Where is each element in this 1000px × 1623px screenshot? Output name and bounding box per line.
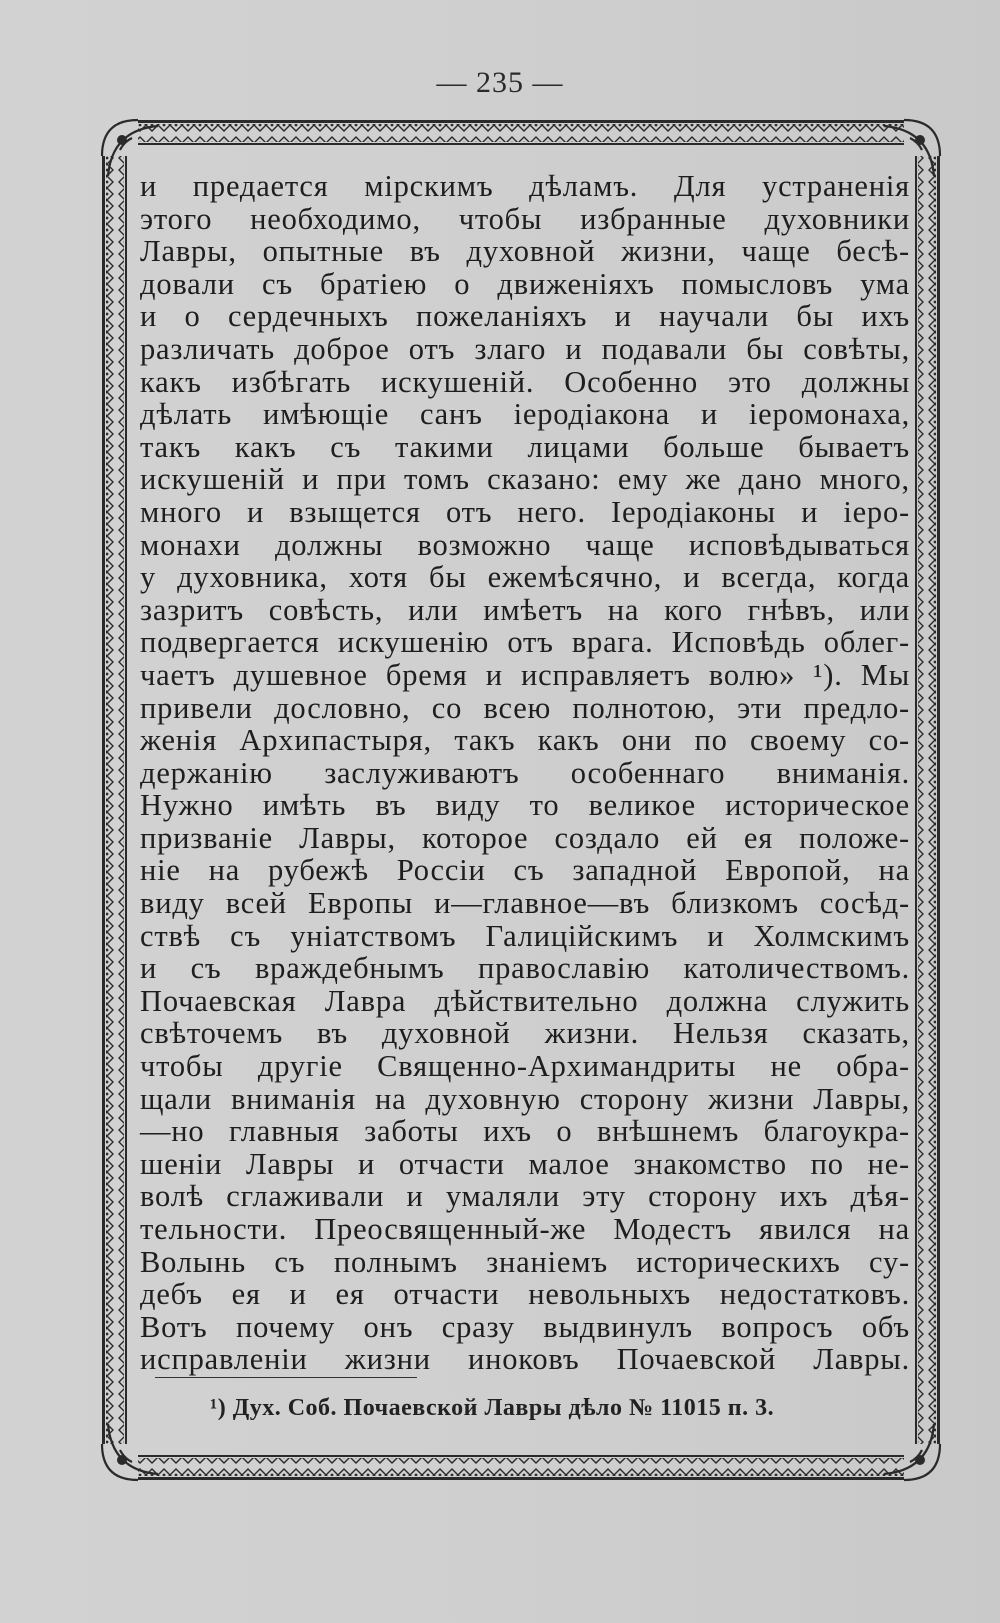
text-line: Почаевская Лавра дѣйствительно должна служить bbox=[140, 983, 910, 1018]
text-line: тельности. Преосвященный-же Модестъ явился на bbox=[140, 1212, 910, 1246]
footnote-text: Дух. Соб. Почаевской Лавры дѣло № 11015 п. 3. bbox=[232, 1395, 775, 1421]
page-number: — 235 — bbox=[436, 66, 564, 99]
text-line: и съ враждебнымъ православію католичествомъ. bbox=[140, 951, 910, 986]
text-line: держанію заслуживаютъ особеннаго вниманія. bbox=[140, 755, 910, 790]
main-text-block bbox=[140, 170, 910, 1376]
text-line: различать доброе отъ злаго и подавали бы совѣты, bbox=[140, 331, 910, 366]
text-line: довали съ братіею о движеніяхъ помысловъ ума bbox=[140, 266, 910, 301]
text-line: подвергается искушенію отъ врага. Исповѣдь облег- bbox=[140, 625, 910, 660]
text-line: и о сердечныхъ пожеланіяхъ и научали бы ихъ bbox=[140, 299, 910, 334]
text-line: волѣ сглаживали и умаляли эту сторону ихъ дѣя- bbox=[140, 1179, 910, 1214]
text-line: ніе на рубежѣ Россіи съ западной Европой, на bbox=[140, 853, 910, 888]
text-line: привели дословно, со всею полнотою, эти предло- bbox=[140, 690, 910, 725]
text-line: такъ какъ съ такими лицами больше бываетъ bbox=[140, 429, 910, 464]
text-line: искушеній и при томъ сказано: ему же дано много, bbox=[140, 462, 910, 497]
text-line: женія Архипастыря, такъ какъ они по своему со- bbox=[140, 723, 910, 758]
text-line: щали вниманія на духовную сторону жизни Лавры, bbox=[140, 1081, 910, 1116]
footnote bbox=[210, 1395, 774, 1422]
text-line: Волынь съ полнымъ знаніемъ историческихъ су- bbox=[140, 1244, 910, 1279]
text-line: чтобы другіе Священно-Архимандриты не обра- bbox=[140, 1049, 910, 1084]
text-line: Лавры, опытные въ духовной жизни, чаще бесѣ- bbox=[140, 234, 910, 269]
text-line: дебъ ея и ея отчасти невольныхъ недостатковъ. bbox=[140, 1277, 910, 1312]
text-line: виду всей Европы и—главное—въ близкомъ сосѣд- bbox=[140, 886, 910, 921]
text-line: много и взыщется отъ него. Іеродіаконы и іеро- bbox=[140, 494, 910, 529]
text-line: какъ избѣгать искушеній. Особенно это должны bbox=[140, 364, 910, 399]
footnote-marker: ¹) bbox=[210, 1395, 227, 1421]
text-line: зазритъ совѣсть, или имѣетъ на кого гнѣвъ, или bbox=[140, 592, 910, 627]
text-line: дѣлать имѣющіе санъ іеродіакона и іеромонаха, bbox=[140, 397, 910, 432]
text-line: у духовника, хотя бы ежемѣсячно, и всегда, когда bbox=[140, 560, 910, 595]
text-line: Вотъ почему онъ сразу выдвинулъ вопросъ объ bbox=[140, 1309, 910, 1344]
text-line: монахи должны возможно чаще исповѣдываться bbox=[140, 527, 910, 562]
text-line: и предается мірскимъ дѣламъ. Для устраненія bbox=[140, 169, 910, 203]
text-line: этого необходимо, чтобы избранные духовники bbox=[140, 201, 910, 236]
text-line: свѣточемъ въ духовной жизни. Нельзя сказать, bbox=[140, 1016, 910, 1051]
text-line: ствѣ съ уніатствомъ Галицiйскимъ и Холмскимъ bbox=[140, 918, 910, 953]
footnote-divider bbox=[155, 1377, 417, 1378]
text-line: шеніи Лавры и отчасти малое знакомство по не- bbox=[140, 1146, 910, 1181]
text-line: исправленіи жизни иноковъ Почаевской Лавры. bbox=[140, 1342, 910, 1377]
text-line: чаетъ душевное бремя и исправляетъ волю» ¹). Мы bbox=[140, 657, 910, 692]
text-line: призваніе Лавры, которое создало ей ея положе- bbox=[140, 820, 910, 855]
text-line: —но главныя заботы ихъ о внѣшнемъ благоукра- bbox=[140, 1114, 910, 1149]
text-line: Нужно имѣть въ виду то великое историческое bbox=[140, 788, 910, 823]
